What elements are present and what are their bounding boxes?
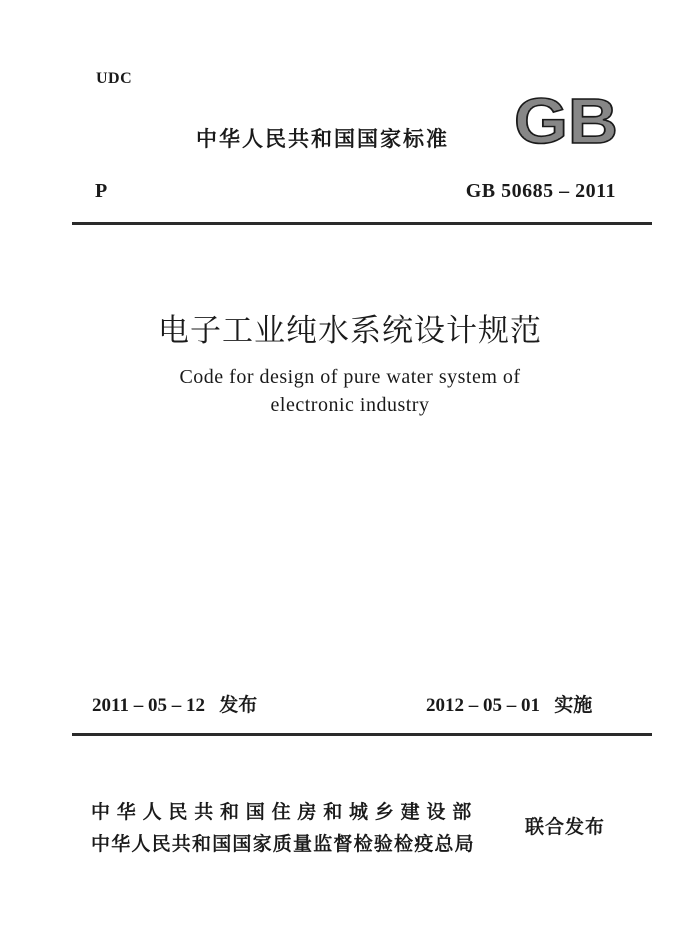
issue-date-block	[92, 690, 257, 717]
issue-label: 发布	[219, 694, 258, 716]
gb-logo-icon	[512, 92, 620, 150]
gb-logo-text: GB	[514, 92, 618, 150]
standard-number: GB 50685 – 2011	[465, 180, 616, 202]
issue-date: 2011 – 05 – 12	[92, 695, 205, 716]
issuer-ministry-housing: 中华人民共和国住房和城乡建设部	[91, 801, 479, 823]
category-code: P	[95, 180, 108, 202]
title-english-line-2: electronic industry	[270, 394, 430, 416]
issuer-aqsiq: 中华人民共和国国家质量监督检验检疫总局	[91, 833, 475, 855]
udc-label: UDC	[96, 70, 133, 87]
title-chinese: 电子工业纯水系统设计规范	[158, 313, 542, 349]
effective-label: 实施	[554, 694, 593, 716]
national-standard-heading: 中华人民共和国国家标准	[196, 127, 449, 151]
effective-date-block	[426, 690, 592, 717]
title-english-line-1: Code for design of pure water system of	[179, 366, 521, 388]
top-divider	[72, 222, 652, 225]
effective-date: 2012 – 05 – 01	[426, 695, 540, 716]
bottom-divider	[72, 733, 652, 736]
title-english	[0, 363, 700, 419]
joint-issue-label: 联合发布	[525, 816, 606, 838]
